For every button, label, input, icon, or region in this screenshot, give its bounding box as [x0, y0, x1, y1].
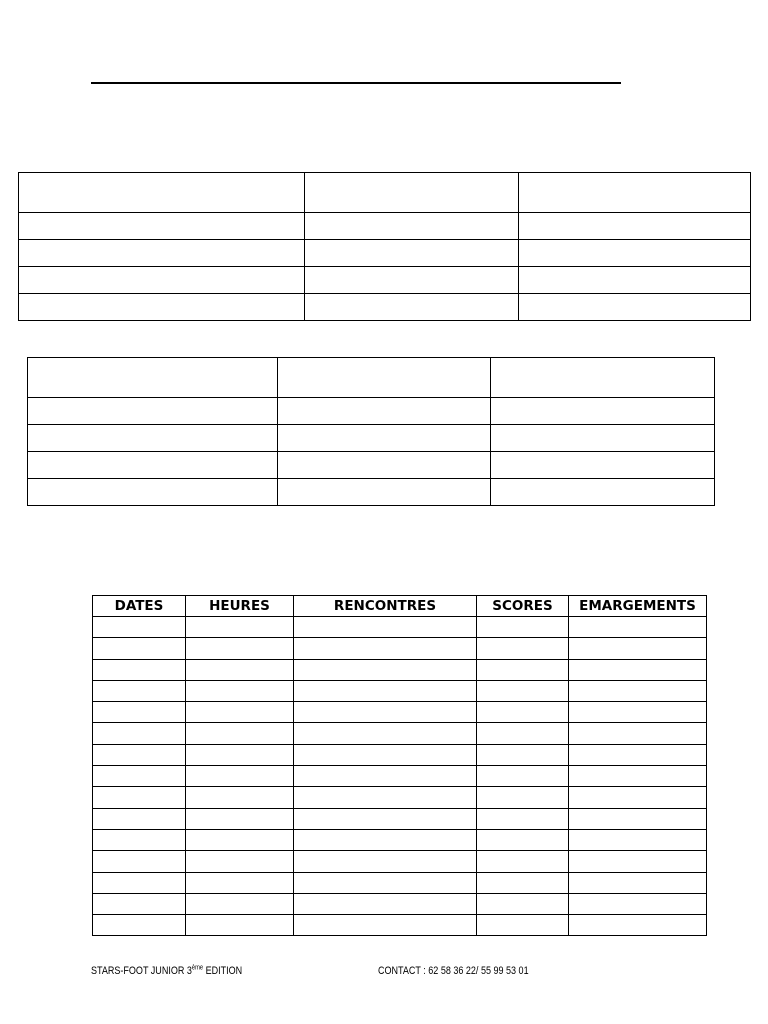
schedule-cell[interactable]: [93, 659, 186, 680]
schedule-row: [93, 638, 707, 659]
schedule-cell[interactable]: [569, 808, 707, 829]
schedule-cell[interactable]: [477, 723, 569, 744]
schedule-cell[interactable]: [186, 829, 294, 850]
table-row: [19, 267, 751, 294]
schedule-cell[interactable]: [186, 723, 294, 744]
schedule-row: [93, 915, 707, 936]
schedule-cell[interactable]: [186, 893, 294, 914]
schedule-cell[interactable]: [569, 680, 707, 701]
schedule-row: [93, 744, 707, 765]
schedule-cell[interactable]: [294, 638, 477, 659]
schedule-row: [93, 851, 707, 872]
schedule-cell[interactable]: [186, 638, 294, 659]
table-row: [19, 213, 751, 240]
schedule-cell[interactable]: [477, 766, 569, 787]
schedule-cell[interactable]: [93, 829, 186, 850]
schedule-cell[interactable]: [477, 808, 569, 829]
footer-edition-prefix: STARS-FOOT JUNIOR 3: [91, 965, 192, 977]
schedule-cell[interactable]: [93, 872, 186, 893]
schedule-cell[interactable]: [477, 915, 569, 936]
schedule-cell[interactable]: [294, 766, 477, 787]
schedule-cell[interactable]: [186, 680, 294, 701]
schedule-cell[interactable]: [477, 638, 569, 659]
schedule-cell[interactable]: [186, 872, 294, 893]
col-header-rencontres: RENCONTRES: [294, 596, 477, 617]
table-row: [28, 452, 715, 479]
schedule-cell[interactable]: [569, 915, 707, 936]
footer-edition-suffix: EDITION: [203, 965, 243, 977]
schedule-cell[interactable]: [93, 893, 186, 914]
schedule-row: [93, 829, 707, 850]
schedule-cell[interactable]: [93, 702, 186, 723]
schedule-cell[interactable]: [477, 744, 569, 765]
schedule-cell[interactable]: [93, 617, 186, 638]
schedule-row: [93, 702, 707, 723]
schedule-cell[interactable]: [186, 915, 294, 936]
schedule-cell[interactable]: [477, 851, 569, 872]
schedule-row: [93, 617, 707, 638]
schedule-cell[interactable]: [477, 893, 569, 914]
schedule-cell[interactable]: [569, 659, 707, 680]
schedule-cell[interactable]: [569, 702, 707, 723]
col-header-scores: SCORES: [477, 596, 569, 617]
table-row: [19, 294, 751, 321]
schedule-cell[interactable]: [294, 702, 477, 723]
schedule-cell[interactable]: [93, 766, 186, 787]
schedule-row: [93, 659, 707, 680]
schedule-cell[interactable]: [569, 766, 707, 787]
schedule-table: [92, 595, 707, 936]
schedule-cell[interactable]: [93, 680, 186, 701]
table-row: [19, 240, 751, 267]
footer-edition: [91, 965, 242, 977]
schedule-cell[interactable]: [477, 659, 569, 680]
schedule-row: [93, 787, 707, 808]
footer-edition-sup: ème: [191, 964, 204, 972]
schedule-cell[interactable]: [294, 893, 477, 914]
schedule-row: [93, 808, 707, 829]
table-row: [28, 425, 715, 452]
schedule-cell[interactable]: [294, 723, 477, 744]
schedule-row: [93, 893, 707, 914]
schedule-cell[interactable]: [294, 617, 477, 638]
schedule-cell[interactable]: [93, 851, 186, 872]
schedule-cell[interactable]: [186, 617, 294, 638]
schedule-cell[interactable]: [294, 872, 477, 893]
schedule-cell[interactable]: [93, 808, 186, 829]
title-underline: [91, 82, 621, 84]
col-header-emargements: EMARGEMENTS: [569, 596, 707, 617]
col-header-dates: DATES: [93, 596, 186, 617]
table-header-row: [28, 358, 715, 398]
schedule-cell[interactable]: [477, 787, 569, 808]
schedule-cell[interactable]: [93, 723, 186, 744]
schedule-cell[interactable]: [569, 744, 707, 765]
schedule-cell[interactable]: [186, 702, 294, 723]
schedule-row: [93, 872, 707, 893]
schedule-cell[interactable]: [93, 744, 186, 765]
schedule-cell[interactable]: [569, 638, 707, 659]
schedule-row: [93, 723, 707, 744]
col-header-heures: HEURES: [186, 596, 294, 617]
schedule-cell[interactable]: [477, 829, 569, 850]
schedule-row: [93, 680, 707, 701]
schedule-cell[interactable]: [186, 808, 294, 829]
schedule-cell[interactable]: [186, 744, 294, 765]
schedule-cell[interactable]: [294, 829, 477, 850]
schedule-cell[interactable]: [294, 851, 477, 872]
table-header-row: [19, 173, 751, 213]
schedule-cell[interactable]: [186, 787, 294, 808]
schedule-row: [93, 766, 707, 787]
schedule-cell[interactable]: [477, 617, 569, 638]
schedule-header-row: [93, 596, 707, 617]
schedule-cell[interactable]: [294, 680, 477, 701]
schedule-cell[interactable]: [93, 787, 186, 808]
schedule-cell[interactable]: [186, 851, 294, 872]
schedule-cell[interactable]: [569, 893, 707, 914]
team-table-2: [27, 357, 715, 506]
footer-contact: CONTACT : 62 58 36 22/ 55 99 53 01: [378, 965, 529, 977]
schedule-cell[interactable]: [294, 659, 477, 680]
table-row: [28, 479, 715, 506]
table-row: [28, 398, 715, 425]
schedule-cell[interactable]: [294, 808, 477, 829]
schedule-cell[interactable]: [477, 680, 569, 701]
schedule-cell[interactable]: [186, 659, 294, 680]
schedule-cell[interactable]: [569, 829, 707, 850]
schedule-cell[interactable]: [186, 766, 294, 787]
schedule-cell[interactable]: [294, 915, 477, 936]
team-table-1: [18, 172, 751, 321]
schedule-cell[interactable]: [93, 915, 186, 936]
schedule-cell[interactable]: [477, 872, 569, 893]
schedule-cell[interactable]: [569, 851, 707, 872]
schedule-cell[interactable]: [93, 638, 186, 659]
schedule-cell[interactable]: [294, 787, 477, 808]
schedule-cell[interactable]: [569, 787, 707, 808]
schedule-cell[interactable]: [477, 702, 569, 723]
schedule-cell[interactable]: [569, 617, 707, 638]
schedule-cell[interactable]: [569, 723, 707, 744]
schedule-cell[interactable]: [569, 872, 707, 893]
schedule-cell[interactable]: [294, 744, 477, 765]
